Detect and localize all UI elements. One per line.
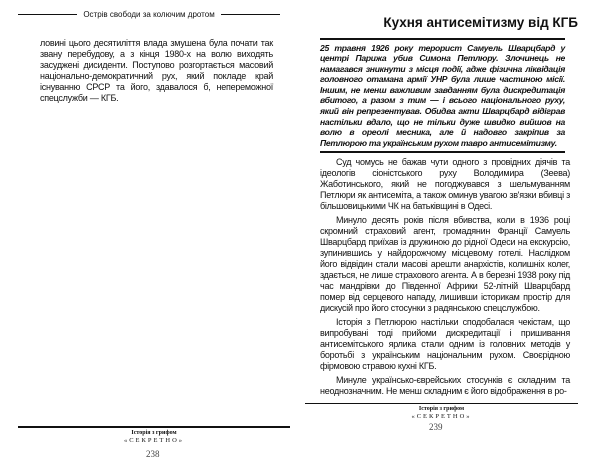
footer — [305, 406, 578, 420]
lead-text: 25 травня 1926 року терорист Самуель Шварцбард у центрі Парижа убив Симона Петлюру. Злочинець не намагався зникнути з місця події, адже фізична ліквідація головного отамана армії УНР була лише частиною місії. Іншим, не менш важливим завданням була дискредитація вбитого, а разом з тим — і всього національного руху, який він репрезентував. Обидва акти Шварцбард відіграв настільки вдало, що не тільки дуже швидко вийшов на волю в ореолі месника, але й надовго закріпив за Петлюрою та українським рухом тавро антисемітизму. — [320, 42, 565, 148]
lead-rule-top — [320, 38, 565, 40]
footer-rule — [305, 403, 578, 405]
footer-rule — [18, 426, 290, 428]
paragraph: Історія з Петлюрою настільки сподобалася чекістам, що випробувані тоді прийоми дискредитації і пришивання антисемітського ярлика стали одним із головних методів у боротьбі з українським національним рухом. Своєрідною фірмовою стравою кухні КГБ. — [320, 316, 570, 371]
body-text — [320, 157, 570, 400]
footer-title: «СЕКРЕТНО» — [123, 437, 185, 444]
running-head-text: Острів свободи за колючим дротом — [83, 10, 215, 19]
body-text — [40, 38, 273, 107]
paragraph: ловині цього десятиліття влада змушена була почати так звану перебудову, а з кінця 1980-х на волю виходять засуджені дисиденти. Поступово розгортається масовий національно-демократичний рух, який покладе край існуванню СРСР та його, здавалося б, непереможної спецслужби — КГБ. — [40, 38, 273, 103]
lead-rule-bottom — [320, 151, 565, 153]
footer — [18, 430, 290, 444]
divider — [18, 14, 77, 15]
page-number: 238 — [146, 449, 160, 459]
footer-series: Історія з грифом — [131, 430, 177, 436]
page-number: 239 — [429, 422, 443, 433]
footer-series: Історія з грифом — [418, 406, 465, 413]
running-head — [18, 10, 280, 19]
paragraph: Минуло десять років після вбивства, коли в 1936 році скромний страховий агент, громадянин Франції Самуель Шварцбард приїхав із дружиною до рідної Одеси на екскурсію, зупинившись у найдорожчому місцевому готелі. Наслідком його відвідин стали масові арешти анархістів, колишніх колег, здається, не лише страхового агента. А в березні 1938 року під час мандрівки до Південної Африки 52-літній Шварцбард помер від серцевого нападу, лишивши історикам простір для дискусій про його стосунки з радянською спецслужбою. — [320, 214, 570, 313]
right-page-content — [300, 0, 600, 432]
right-page — [300, 0, 600, 469]
chapter-title: Кухня антисемітизму від КГБ — [383, 15, 578, 30]
divider — [221, 14, 280, 15]
paragraph: Минуле українсько-єврейських стосунків є складним та неоднозначним. Не менш складним є його відображення в ро- — [320, 374, 570, 396]
paragraph: Суд чомусь не бажав чути одного з провідних діячів та ідеологів сіоністського руху Володимира (Зеева) Жаботинського, який не погоджувався з шельмуванням Петлюри як антисеміта, а також оминув увагою зв'язки вбивці з більшовицькими ЧК на батьківщині в Одесі. — [320, 156, 570, 211]
footer-title: «СЕКРЕТНО» — [411, 413, 472, 421]
